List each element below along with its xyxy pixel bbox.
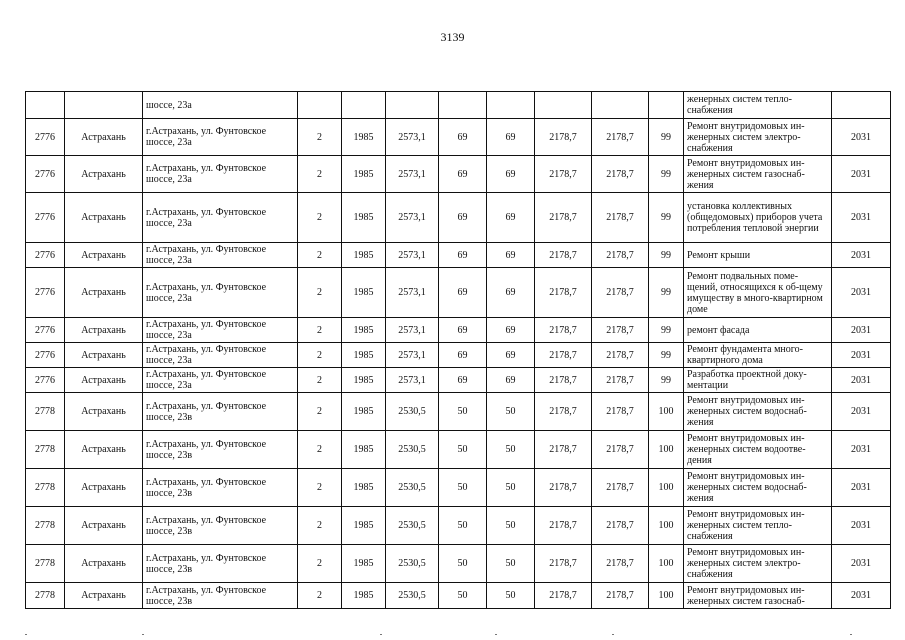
cell-address: г.Астрахань, ул. Фунтовское шоссе, 23а — [143, 343, 298, 368]
cell-year: 1985 — [342, 119, 386, 156]
cell-plan-year: 2031 — [832, 507, 891, 545]
cell-work-type: Ремонт внутридомовых ин-женерных систем тепло-снабжения — [684, 507, 832, 545]
cell-value-4: 2178,7 — [592, 243, 649, 268]
cell-address: г.Астрахань, ул. Фунтовское шоссе, 23в — [143, 507, 298, 545]
cell-percent: 99 — [649, 156, 684, 193]
table-row — [26, 119, 891, 156]
cell-value-3: 2178,7 — [535, 431, 592, 469]
cell-value-4: 2178,7 — [592, 507, 649, 545]
cell-percent: 100 — [649, 545, 684, 583]
cell-value-4: 2178,7 — [592, 393, 649, 431]
cell-year: 1985 — [342, 193, 386, 243]
cell-value-1: 50 — [439, 545, 487, 583]
cell-percent: 100 — [649, 507, 684, 545]
cell-empty — [487, 92, 535, 119]
cell-value-2: 69 — [487, 318, 535, 343]
cell-work-type: Ремонт внутридомовых ин-женерных систем электро-снабжения — [684, 545, 832, 583]
cell-year: 1985 — [342, 318, 386, 343]
cell-value-4: 2178,7 — [592, 268, 649, 318]
cell-value-3: 2178,7 — [535, 469, 592, 507]
cell-value-3: 2178,7 — [535, 243, 592, 268]
cell-floors: 2 — [298, 243, 342, 268]
cell-percent: 99 — [649, 243, 684, 268]
cell-city: Астрахань — [65, 243, 143, 268]
cell-area: 2573,1 — [386, 193, 439, 243]
cell-value-4: 2178,7 — [592, 156, 649, 193]
cell-house-id: 2776 — [26, 156, 65, 193]
cell-floors: 2 — [298, 193, 342, 243]
cell-value-1: 69 — [439, 243, 487, 268]
cell-floors: 2 — [298, 431, 342, 469]
cell-area: 2573,1 — [386, 343, 439, 368]
cell-plan-year: 2031 — [832, 156, 891, 193]
cell-address: г.Астрахань, ул. Фунтовское шоссе, 23а — [143, 119, 298, 156]
cell-value-2: 50 — [487, 393, 535, 431]
cell-house-id: 2776 — [26, 193, 65, 243]
cell-plan-year: 2031 — [832, 545, 891, 583]
cell-work-type: Ремонт внутридомовых ин-женерных систем электро-снабжения — [684, 119, 832, 156]
table-row — [26, 469, 891, 507]
cell-value-1: 50 — [439, 431, 487, 469]
cell-floors: 2 — [298, 393, 342, 431]
cell-value-1: 50 — [439, 469, 487, 507]
cell-year: 1985 — [342, 545, 386, 583]
table-row — [26, 268, 891, 318]
cell-value-4: 2178,7 — [592, 193, 649, 243]
cell-value-1: 69 — [439, 368, 487, 393]
cell-address: г.Астрахань, ул. Фунтовское шоссе, 23а — [143, 368, 298, 393]
cell-value-2: 50 — [487, 507, 535, 545]
cell-value-4: 2178,7 — [592, 545, 649, 583]
cell-house-id: 2778 — [26, 393, 65, 431]
cell-percent: 99 — [649, 268, 684, 318]
cell-floors: 2 — [298, 583, 342, 609]
table-row — [26, 583, 891, 609]
cell-work-type: Ремонт внутридомовых ин-женерных систем водоотве-дения — [684, 431, 832, 469]
cell-address: г.Астрахань, ул. Фунтовское шоссе, 23в — [143, 393, 298, 431]
cell-work-type: Ремонт внутридомовых ин-женерных систем водоснаб-жения — [684, 393, 832, 431]
cell-work-type: Ремонт подвальных поме-щений, относящихся к об-щему имуществу в много-квартирном доме — [684, 268, 832, 318]
cell-plan-year: 2031 — [832, 469, 891, 507]
cell-percent: 99 — [649, 119, 684, 156]
cell-plan-year: 2031 — [832, 393, 891, 431]
cell-value-2: 69 — [487, 243, 535, 268]
page-number: 3139 — [440, 30, 465, 44]
cell-floors: 2 — [298, 318, 342, 343]
cell-year: 1985 — [342, 393, 386, 431]
cell-work-type: Ремонт фундамента много-квартирного дома — [684, 343, 832, 368]
cell-plan-year: 2031 — [832, 243, 891, 268]
table-row — [26, 318, 891, 343]
cell-work: женерных систем тепло-снабжения — [684, 92, 832, 119]
cell-house-id: 2778 — [26, 507, 65, 545]
cell-area: 2530,5 — [386, 507, 439, 545]
cell-percent: 100 — [649, 393, 684, 431]
cell-value-4: 2178,7 — [592, 368, 649, 393]
cell-value-3: 2178,7 — [535, 318, 592, 343]
cell-floors: 2 — [298, 343, 342, 368]
cell-work-type: Ремонт внутридомовых ин-женерных систем газоснаб- — [684, 583, 832, 609]
table-row — [26, 431, 891, 469]
cell-address: г.Астрахань, ул. Фунтовское шоссе, 23а — [143, 268, 298, 318]
cell-address: г.Астрахань, ул. Фунтовское шоссе, 23а — [143, 318, 298, 343]
table-row — [26, 343, 891, 368]
cell-empty — [342, 92, 386, 119]
cell-area: 2530,5 — [386, 583, 439, 609]
cell-percent: 100 — [649, 431, 684, 469]
cell-value-2: 50 — [487, 545, 535, 583]
cell-work-type: установка коллективных (общедомовых) приборов учета потребления тепловой энергии — [684, 193, 832, 243]
cell-work-type: Разработка проектной доку-ментации — [684, 368, 832, 393]
cell-value-1: 50 — [439, 583, 487, 609]
cell-value-3: 2178,7 — [535, 545, 592, 583]
cell-year: 1985 — [342, 343, 386, 368]
cell-work-type: ремонт фасада — [684, 318, 832, 343]
cell-house-id: 2778 — [26, 431, 65, 469]
cell-year: 1985 — [342, 469, 386, 507]
cell-address: г.Астрахань, ул. Фунтовское шоссе, 23в — [143, 431, 298, 469]
cell-floors: 2 — [298, 368, 342, 393]
cell-percent: 99 — [649, 193, 684, 243]
cell-year: 1985 — [342, 156, 386, 193]
table-row — [26, 243, 891, 268]
cell-address: шоссе, 23а — [143, 92, 298, 119]
cell-plan-year: 2031 — [832, 318, 891, 343]
cell-floors: 2 — [298, 119, 342, 156]
cell-area: 2530,5 — [386, 393, 439, 431]
cell-value-4: 2178,7 — [592, 469, 649, 507]
cell-plan-year: 2031 — [832, 193, 891, 243]
cell-city: Астрахань — [65, 343, 143, 368]
cell-empty — [65, 92, 143, 119]
cell-value-1: 69 — [439, 343, 487, 368]
cell-area: 2573,1 — [386, 318, 439, 343]
scan-artifacts — [0, 632, 905, 640]
cell-area: 2530,5 — [386, 431, 439, 469]
cell-empty — [535, 92, 592, 119]
cell-percent: 100 — [649, 469, 684, 507]
table-row — [26, 545, 891, 583]
cell-address: г.Астрахань, ул. Фунтовское шоссе, 23в — [143, 583, 298, 609]
cell-address: г.Астрахань, ул. Фунтовское шоссе, 23в — [143, 469, 298, 507]
cell-value-3: 2178,7 — [535, 368, 592, 393]
cell-city: Астрахань — [65, 393, 143, 431]
cell-percent: 100 — [649, 583, 684, 609]
cell-year: 1985 — [342, 507, 386, 545]
cell-empty — [832, 92, 891, 119]
cell-value-3: 2178,7 — [535, 156, 592, 193]
cell-value-1: 69 — [439, 268, 487, 318]
cell-city: Астрахань — [65, 583, 143, 609]
cell-house-id: 2776 — [26, 119, 65, 156]
cell-city: Астрахань — [65, 507, 143, 545]
cell-value-4: 2178,7 — [592, 343, 649, 368]
cell-value-2: 69 — [487, 368, 535, 393]
cell-value-4: 2178,7 — [592, 583, 649, 609]
cell-address: г.Астрахань, ул. Фунтовское шоссе, 23а — [143, 193, 298, 243]
table-row-continued — [26, 92, 891, 119]
cell-year: 1985 — [342, 368, 386, 393]
cell-area: 2573,1 — [386, 156, 439, 193]
cell-value-2: 69 — [487, 268, 535, 318]
cell-plan-year: 2031 — [832, 583, 891, 609]
cell-value-2: 69 — [487, 343, 535, 368]
cell-value-4: 2178,7 — [592, 318, 649, 343]
cell-percent: 99 — [649, 368, 684, 393]
cell-address: г.Астрахань, ул. Фунтовское шоссе, 23а — [143, 156, 298, 193]
cell-house-id: 2778 — [26, 469, 65, 507]
cell-year: 1985 — [342, 583, 386, 609]
cell-work-type: Ремонт внутридомовых ин-женерных систем газоснаб-жения — [684, 156, 832, 193]
cell-percent: 99 — [649, 343, 684, 368]
cell-plan-year: 2031 — [832, 119, 891, 156]
cell-empty — [26, 92, 65, 119]
cell-city: Астрахань — [65, 469, 143, 507]
cell-city: Астрахань — [65, 156, 143, 193]
cell-year: 1985 — [342, 243, 386, 268]
cell-value-3: 2178,7 — [535, 343, 592, 368]
table-row — [26, 156, 891, 193]
cell-area: 2530,5 — [386, 469, 439, 507]
cell-house-id: 2776 — [26, 268, 65, 318]
cell-floors: 2 — [298, 507, 342, 545]
table-row — [26, 368, 891, 393]
cell-percent: 99 — [649, 318, 684, 343]
cell-house-id: 2776 — [26, 318, 65, 343]
cell-house-id: 2776 — [26, 243, 65, 268]
cell-plan-year: 2031 — [832, 268, 891, 318]
cell-plan-year: 2031 — [832, 431, 891, 469]
cell-address: г.Астрахань, ул. Фунтовское шоссе, 23а — [143, 243, 298, 268]
cell-area: 2530,5 — [386, 545, 439, 583]
cell-empty — [439, 92, 487, 119]
table-row — [26, 507, 891, 545]
cell-value-1: 50 — [439, 393, 487, 431]
cell-value-1: 50 — [439, 507, 487, 545]
cell-value-1: 69 — [439, 193, 487, 243]
cell-value-2: 69 — [487, 119, 535, 156]
cell-floors: 2 — [298, 469, 342, 507]
cell-value-4: 2178,7 — [592, 431, 649, 469]
cell-empty — [592, 92, 649, 119]
cell-city: Астрахань — [65, 268, 143, 318]
cell-value-3: 2178,7 — [535, 507, 592, 545]
cell-value-1: 69 — [439, 119, 487, 156]
cell-value-3: 2178,7 — [535, 193, 592, 243]
cell-year: 1985 — [342, 268, 386, 318]
cell-value-2: 50 — [487, 469, 535, 507]
cell-house-id: 2778 — [26, 545, 65, 583]
table-row — [26, 393, 891, 431]
cell-floors: 2 — [298, 156, 342, 193]
cell-area: 2573,1 — [386, 243, 439, 268]
cell-value-3: 2178,7 — [535, 583, 592, 609]
cell-work-type: Ремонт крыши — [684, 243, 832, 268]
cell-value-2: 50 — [487, 583, 535, 609]
cell-floors: 2 — [298, 545, 342, 583]
cell-empty — [298, 92, 342, 119]
cell-city: Астрахань — [65, 431, 143, 469]
cell-area: 2573,1 — [386, 268, 439, 318]
cell-value-1: 69 — [439, 156, 487, 193]
cell-plan-year: 2031 — [832, 343, 891, 368]
cell-plan-year: 2031 — [832, 368, 891, 393]
table-row — [26, 193, 891, 243]
cell-value-3: 2178,7 — [535, 268, 592, 318]
cell-area: 2573,1 — [386, 119, 439, 156]
cell-city: Астрахань — [65, 368, 143, 393]
cell-house-id: 2776 — [26, 368, 65, 393]
cell-house-id: 2778 — [26, 583, 65, 609]
cell-empty — [649, 92, 684, 119]
cell-city: Астрахань — [65, 119, 143, 156]
cell-city: Астрахань — [65, 545, 143, 583]
cell-value-4: 2178,7 — [592, 119, 649, 156]
cell-value-2: 69 — [487, 193, 535, 243]
cell-value-2: 50 — [487, 431, 535, 469]
cell-area: 2573,1 — [386, 368, 439, 393]
cell-empty — [386, 92, 439, 119]
cell-floors: 2 — [298, 268, 342, 318]
cell-city: Астрахань — [65, 193, 143, 243]
cell-value-1: 69 — [439, 318, 487, 343]
cell-city: Астрахань — [65, 318, 143, 343]
register-table — [25, 91, 891, 609]
cell-year: 1985 — [342, 431, 386, 469]
cell-address: г.Астрахань, ул. Фунтовское шоссе, 23в — [143, 545, 298, 583]
cell-value-3: 2178,7 — [535, 119, 592, 156]
cell-house-id: 2776 — [26, 343, 65, 368]
cell-value-2: 69 — [487, 156, 535, 193]
cell-work-type: Ремонт внутридомовых ин-женерных систем водоснаб-жения — [684, 469, 832, 507]
cell-value-3: 2178,7 — [535, 393, 592, 431]
